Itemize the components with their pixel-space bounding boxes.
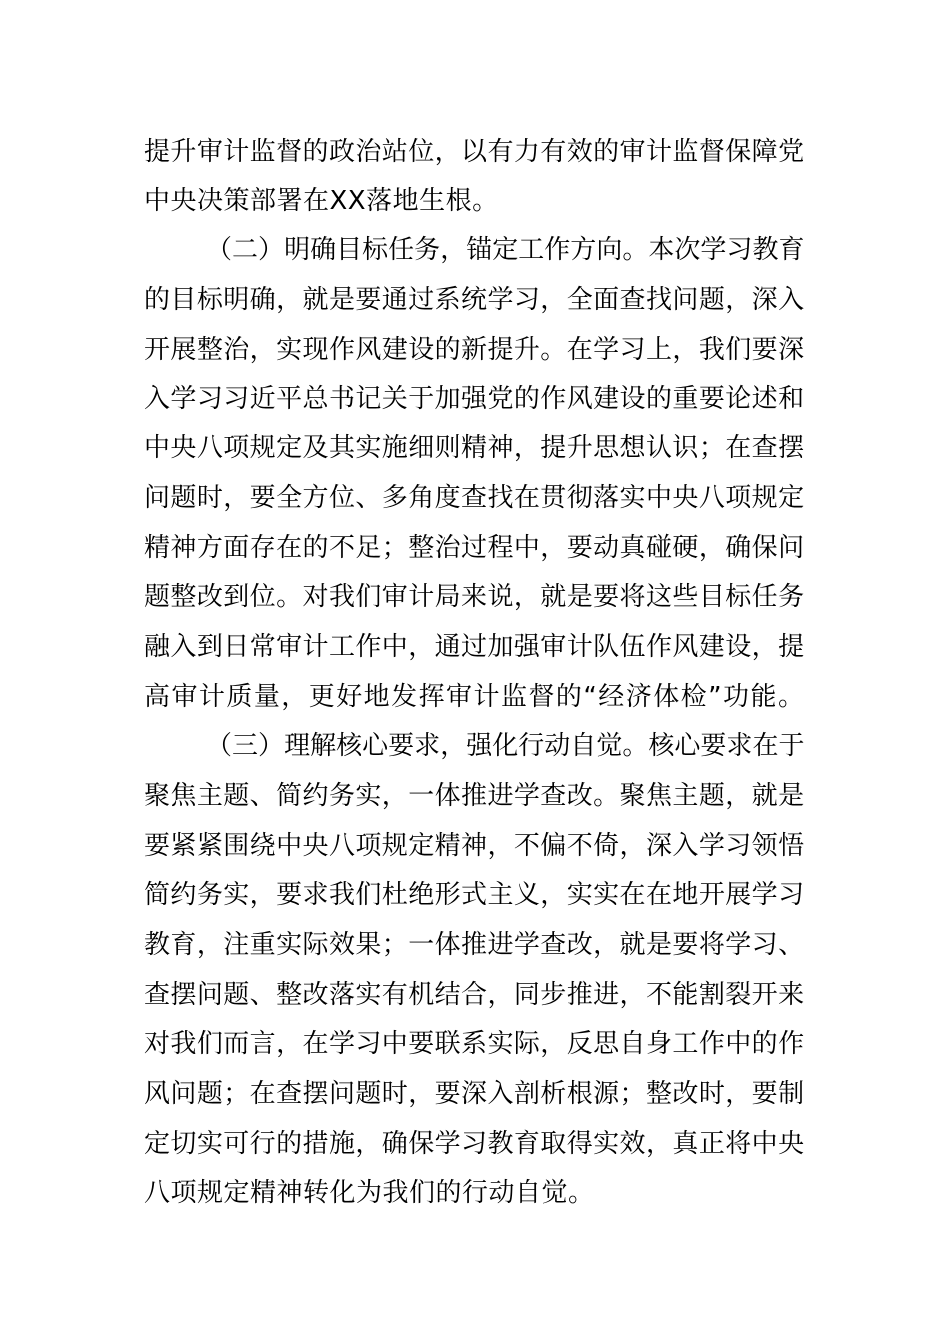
text-line: 中央八项规定及其实施细则精神，提升思想认识；在查摆	[144, 433, 805, 463]
text-line: 融入到日常审计工作中，通过加强审计队伍作风建设，提	[144, 632, 805, 662]
paragraph-heading-3: （三）理解核心要求，强化行动自觉。核心要求在于	[206, 731, 805, 761]
text-line: 高审计质量，更好地发挥审计监督的“经济体检”功能。	[144, 682, 806, 712]
text-line: 简约务实，要求我们杜绝形式主义，实实在在地开展学习	[144, 880, 805, 910]
text-line: 八项规定精神转化为我们的行动自觉。	[144, 1178, 595, 1208]
text-line: 开展整治，实现作风建设的新提升。在学习上，我们要深	[144, 335, 805, 365]
text-line: 教育，注重实际效果；一体推进学查改，就是要将学习、	[144, 930, 805, 960]
paragraph-heading-2: （二）明确目标任务，锚定工作方向。本次学习教育	[206, 235, 805, 265]
text-line: 聚焦主题、简约务实，一体推进学查改。聚焦主题，就是	[144, 781, 805, 811]
text-line: 要紧紧围绕中央八项规定精神，不偏不倚，深入学习领悟	[144, 831, 805, 861]
text-line: 问题时，要全方位、多角度查找在贯彻落实中央八项规定	[144, 483, 805, 513]
text-line: 定切实可行的措施，确保学习教育取得实效，真正将中央	[144, 1129, 805, 1159]
text-line: 入学习习近平总书记关于加强党的作风建设的重要论述和	[144, 384, 805, 414]
text-line: 查摆问题、整改落实有机结合，同步推进，不能割裂开来	[144, 980, 805, 1010]
text-line: 中央决策部署在XX落地生根。	[144, 186, 499, 216]
text-line: 风问题；在查摆问题时，要深入剖析根源；整改时，要制	[144, 1079, 805, 1109]
text-line: 对我们而言，在学习中要联系实际，反思自身工作中的作	[144, 1029, 805, 1059]
text-line: 题整改到位。对我们审计局来说，就是要将这些目标任务	[144, 582, 805, 612]
text-line: 的目标明确，就是要通过系统学习，全面查找问题，深入	[144, 285, 805, 315]
text-line: 精神方面存在的不足；整治过程中，要动真碰硬，确保问	[144, 533, 805, 563]
text-line: 提升审计监督的政治站位，以有力有效的审计监督保障党	[144, 137, 805, 167]
